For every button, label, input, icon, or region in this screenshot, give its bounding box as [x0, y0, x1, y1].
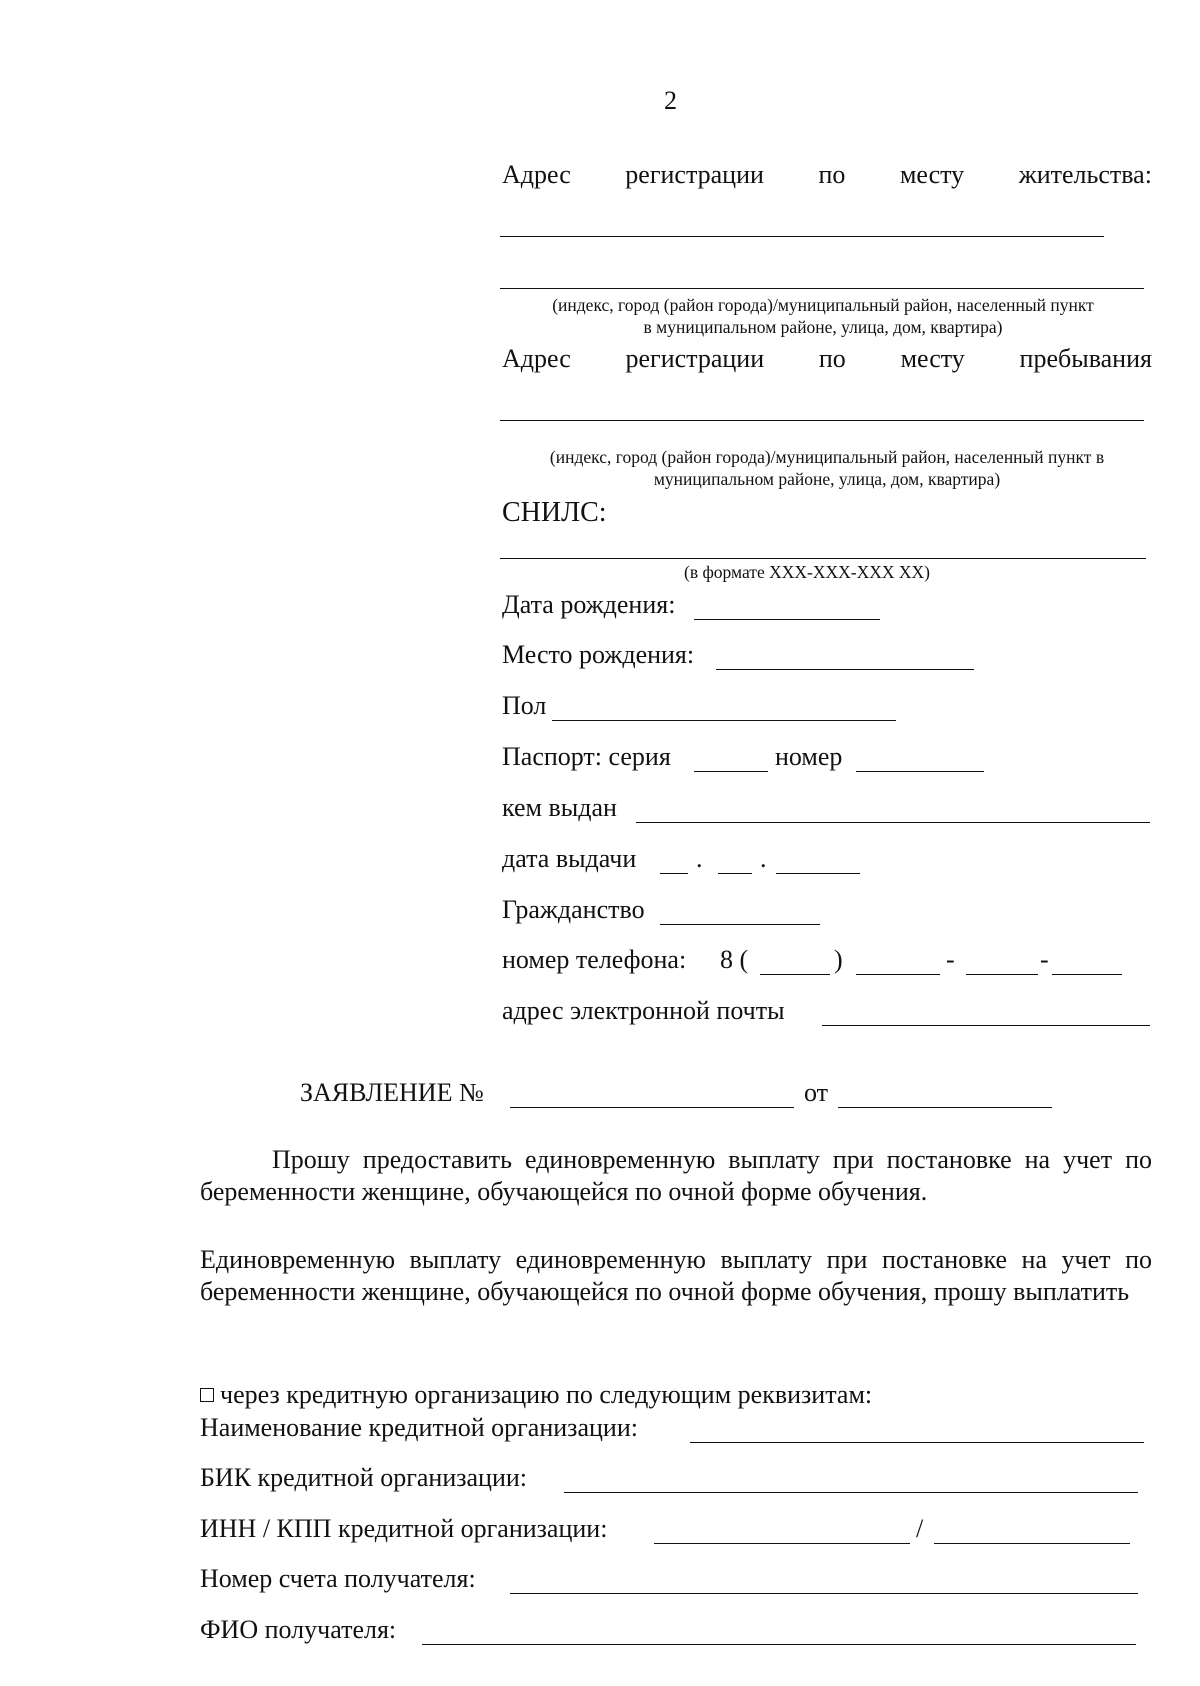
- credit-org-option-label: через кредитную организацию по следующим реквизитам:: [220, 1380, 873, 1409]
- account-line[interactable]: [510, 1593, 1138, 1594]
- label-word: Адрес: [502, 344, 571, 373]
- phone-code-line[interactable]: [760, 974, 830, 975]
- note-line: в муниципальном районе, улица, дом, квартира): [643, 317, 1003, 337]
- label-word: жительства:: [1018, 160, 1152, 189]
- phone-part3-line[interactable]: [1052, 974, 1122, 975]
- statement-number-line[interactable]: [510, 1107, 794, 1108]
- label-word: по: [818, 160, 846, 189]
- inn-kpp-label: ИНН / КПП кредитной организации:: [200, 1514, 608, 1543]
- snils-label: СНИЛС:: [502, 497, 607, 528]
- inn-kpp-slash: /: [916, 1514, 924, 1543]
- org-name-label: Наименование кредитной организации:: [200, 1413, 638, 1442]
- phone-prefix: 8 (: [720, 945, 749, 974]
- issue-date-label: дата выдачи: [502, 844, 637, 873]
- issue-date-year-line[interactable]: [776, 873, 860, 874]
- label-word: пребывания: [1019, 344, 1152, 373]
- label-word: регистрации: [625, 344, 765, 373]
- phone-label: номер телефона:: [502, 945, 687, 974]
- citizenship-line[interactable]: [660, 924, 820, 925]
- sex-label: Пол: [502, 691, 547, 720]
- passport-number-label: номер: [775, 742, 843, 771]
- passport-number-line[interactable]: [856, 771, 984, 772]
- residence-address-line-1[interactable]: [500, 236, 1104, 237]
- birth-date-label: Дата рождения:: [502, 590, 676, 619]
- email-label: адрес электронной почты: [502, 996, 785, 1025]
- inn-line[interactable]: [654, 1543, 910, 1544]
- issued-by-label: кем выдан: [502, 793, 617, 822]
- label-word: Адрес: [502, 160, 571, 189]
- note-line: муниципальном районе, улица, дом, квартира): [653, 469, 1001, 489]
- statement-from: от: [804, 1078, 829, 1107]
- org-name-line[interactable]: [690, 1442, 1144, 1443]
- phone-close: ): [834, 945, 843, 974]
- stay-address-line[interactable]: [500, 420, 1144, 421]
- stay-address-label: [502, 344, 1152, 374]
- phone-dash: -: [1040, 945, 1049, 974]
- citizenship-label: Гражданство: [502, 895, 645, 924]
- credit-org-option: [200, 1380, 872, 1410]
- email-line[interactable]: [822, 1025, 1150, 1026]
- payment-paragraph: Единовременную выплату единовременную выплату при постановке на учет по беременности женщине, обучающейся по очной форме обучения, прошу выплатить: [200, 1245, 1152, 1306]
- issue-date-month-line[interactable]: [718, 873, 752, 874]
- label-word: по: [818, 344, 846, 373]
- snils-format-note: (в формате XXX-XXX-XXX XX): [684, 562, 930, 582]
- statement-title: ЗАЯВЛЕНИЕ №: [300, 1078, 484, 1107]
- request-paragraph: Прошу предоставить единовременную выплату при постановке на учет по беременности женщине, обучающейся по очной форме обучения.: [200, 1145, 1152, 1206]
- passport-series-line[interactable]: [694, 771, 768, 772]
- date-separator: .: [760, 844, 767, 873]
- recipient-label: ФИО получателя:: [200, 1615, 397, 1644]
- statement-date-line[interactable]: [838, 1107, 1052, 1108]
- label-word: месту: [900, 344, 965, 373]
- checkbox-icon[interactable]: [200, 1388, 214, 1402]
- label-word: месту: [899, 160, 965, 189]
- snils-line[interactable]: [500, 558, 1146, 559]
- bik-line[interactable]: [564, 1492, 1138, 1493]
- residence-address-label: [502, 160, 1152, 190]
- kpp-line[interactable]: [934, 1543, 1130, 1544]
- birth-date-line[interactable]: [694, 619, 880, 620]
- recipient-line[interactable]: [422, 1644, 1136, 1645]
- birth-place-line[interactable]: [716, 669, 974, 670]
- birth-place-label: Место рождения:: [502, 640, 695, 669]
- stay-address-note: [500, 446, 1154, 490]
- label-word: регистрации: [625, 160, 764, 189]
- phone-dash: -: [946, 945, 955, 974]
- issued-by-line[interactable]: [636, 822, 1150, 823]
- bik-label: БИК кредитной организации:: [200, 1463, 528, 1492]
- phone-part2-line[interactable]: [966, 974, 1038, 975]
- passport-series-label: Паспорт: серия: [502, 742, 671, 771]
- residence-address-line-2[interactable]: [500, 288, 1144, 289]
- sex-line[interactable]: [552, 720, 896, 721]
- date-separator: .: [696, 844, 703, 873]
- issue-date-day-line[interactable]: [660, 873, 688, 874]
- residence-address-note: [500, 294, 1146, 338]
- note-line: (индекс, город (район города)/муниципальный район, населенный пункт: [552, 295, 1094, 315]
- phone-part1-line[interactable]: [856, 974, 940, 975]
- account-label: Номер счета получателя:: [200, 1564, 476, 1593]
- note-line: (индекс, город (район города)/муниципальный район, населенный пункт в: [549, 447, 1105, 467]
- page-number: 2: [664, 86, 677, 115]
